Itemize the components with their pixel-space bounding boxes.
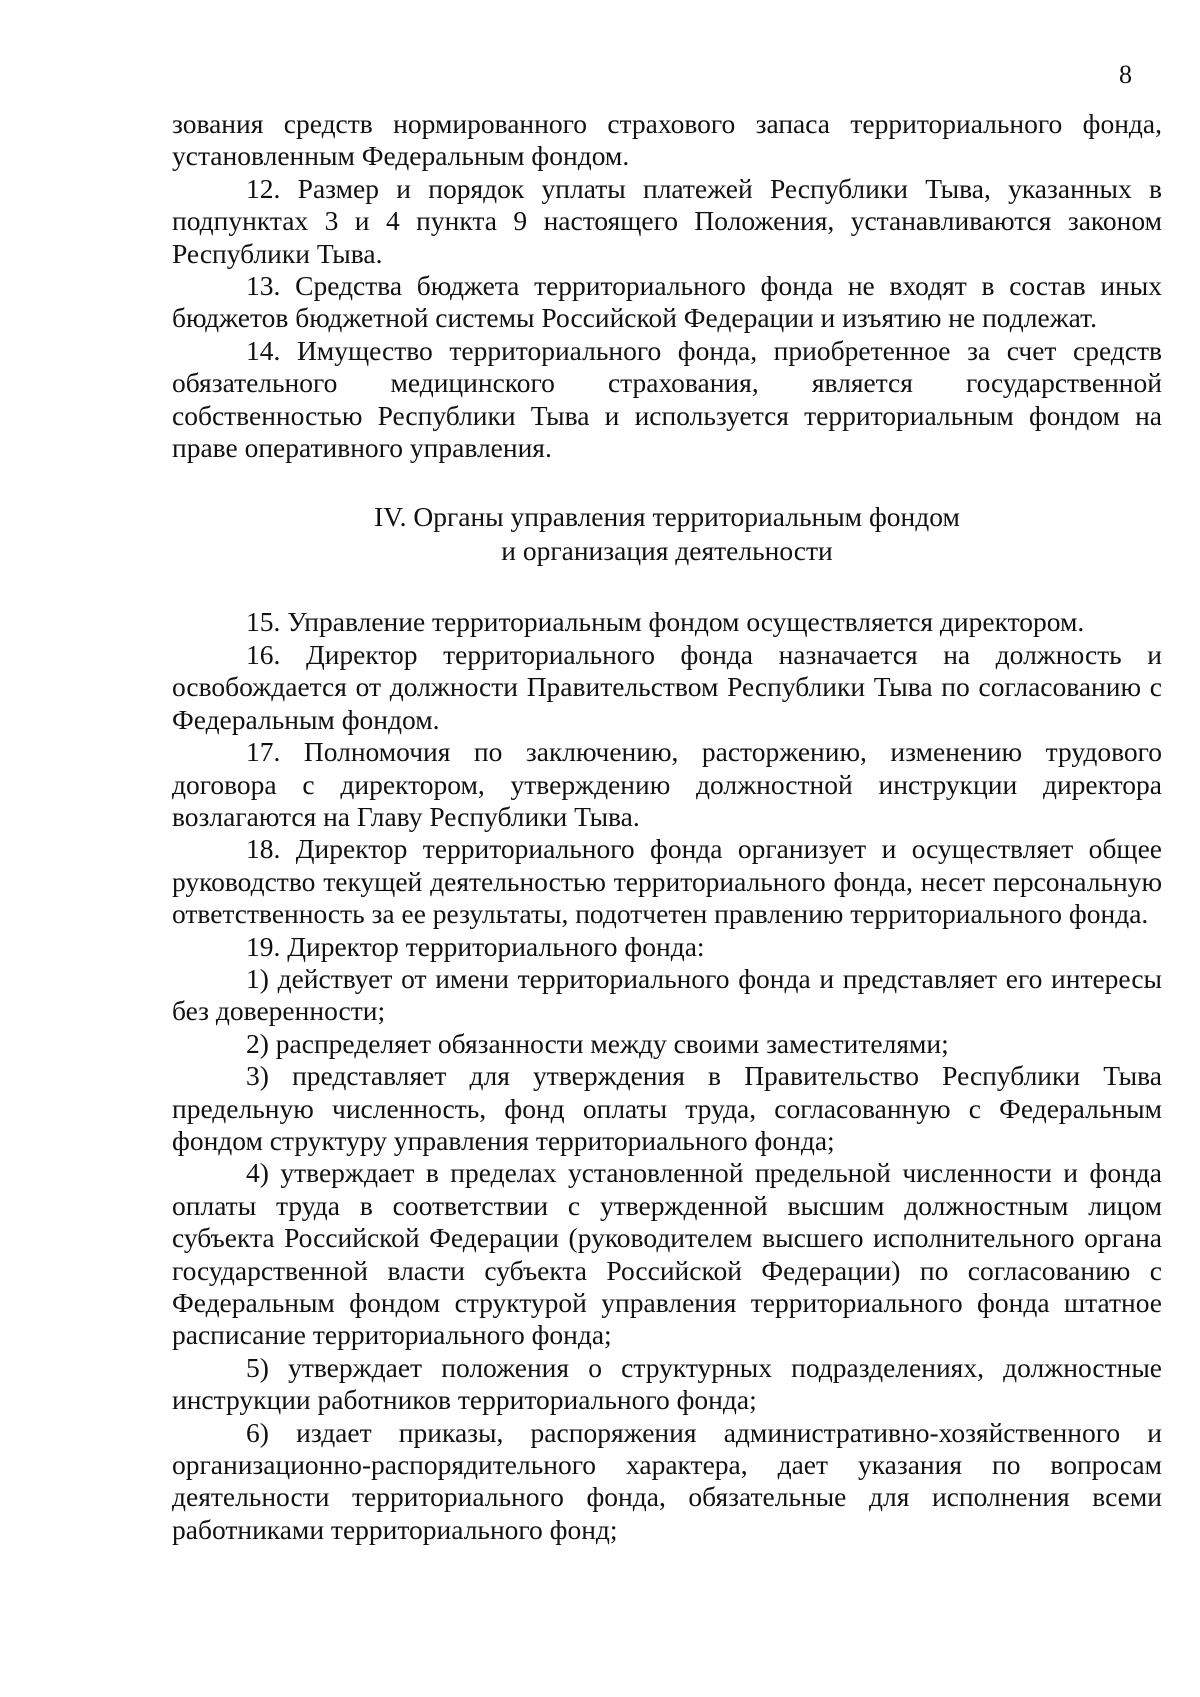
paragraph-17: 17. Полномочия по заключению, расторжению, изменению трудового договора с директором, утверждению должностной инструкции директора возлагаются на Главу Республики Тыва.: [172, 736, 1162, 832]
list-item-6: 6) издает приказы, распоряжения административно-хозяйственного и организационно-распорядительного характера, дает указания по вопросам деятельности территориального фонда, обязательные для исполнения всеми работниками территориального фонд;: [172, 1416, 1162, 1545]
section-heading-line-1: IV. Органы управления территориальным фондом: [374, 501, 960, 533]
list-item-4: 4) утверждает в пределах установленной предельной численности и фонда оплаты труда в соответствии с утвержденной высшим должностным лицом субъекта Российской Федерации (руководителем высшего исполнительного органа государственной власти субъекта Российской Федерации) по согласованию с Федеральным фондом структурой управления территориального фонда штатное расписание территориального фонда;: [172, 1157, 1162, 1351]
paragraph-15: 15. Управление территориальным фондом осуществляется директором.: [246, 606, 1085, 638]
paragraph-13: 13. Средства бюджета территориального фонда не входят в состав иных бюджетов бюджетной системы Российской Федерации и изъятию не подлежат.: [172, 270, 1162, 334]
document-body: [172, 108, 1162, 1546]
list-item-2: 2) распределяет обязанности между своими заместителями;: [246, 1027, 949, 1059]
list-item-1: 1) действует от имени территориального фонда и представляет его интересы без доверенности;: [172, 962, 1162, 1027]
paragraph-14: 14. Имущество территориального фонда, приобретенное за счет средств обязательного медицинского страхования, является государственной собственностью Республики Тыва и используется территориальным фондом на праве оперативного управления.: [172, 334, 1162, 464]
paragraph-continuation: зования средств нормированного страхового запаса территориального фонда, установленным Федеральным фондом.: [172, 108, 1162, 172]
section-heading: [172, 500, 1162, 568]
list-item-5: 5) утверждает положения о структурных подразделениях, должностные инструкции работников территориального фонда;: [172, 1351, 1162, 1416]
paragraph-16: 16. Директор территориального фонда назначается на должность и освобождается от должности Правительством Республики Тыва по согласованию с Федеральным фондом.: [172, 638, 1162, 735]
section-heading-line-2: и организация деятельности: [501, 535, 833, 567]
paragraph-18: 18. Директор территориального фонда организует и осуществляет общее руководство текущей деятельностью территориального фонда, несет персональную ответственность за ее результаты, подотчетен правлению территориального фонда.: [172, 833, 1162, 930]
paragraph-19: 19. Директор территориального фонда:: [246, 930, 705, 962]
page-number: 8: [1119, 60, 1132, 89]
paragraph-12: 12. Размер и порядок уплаты платежей Республики Тыва, указанных в подпунктах 3 и 4 пункта 9 настоящего Положения, устанавливаются законом Республики Тыва.: [172, 172, 1162, 269]
list-item-3: 3) представляет для утверждения в Правительство Республики Тыва предельную численность, фонд оплаты труда, согласованную с Федеральным фондом структуру управления территориального фонда;: [172, 1060, 1162, 1156]
